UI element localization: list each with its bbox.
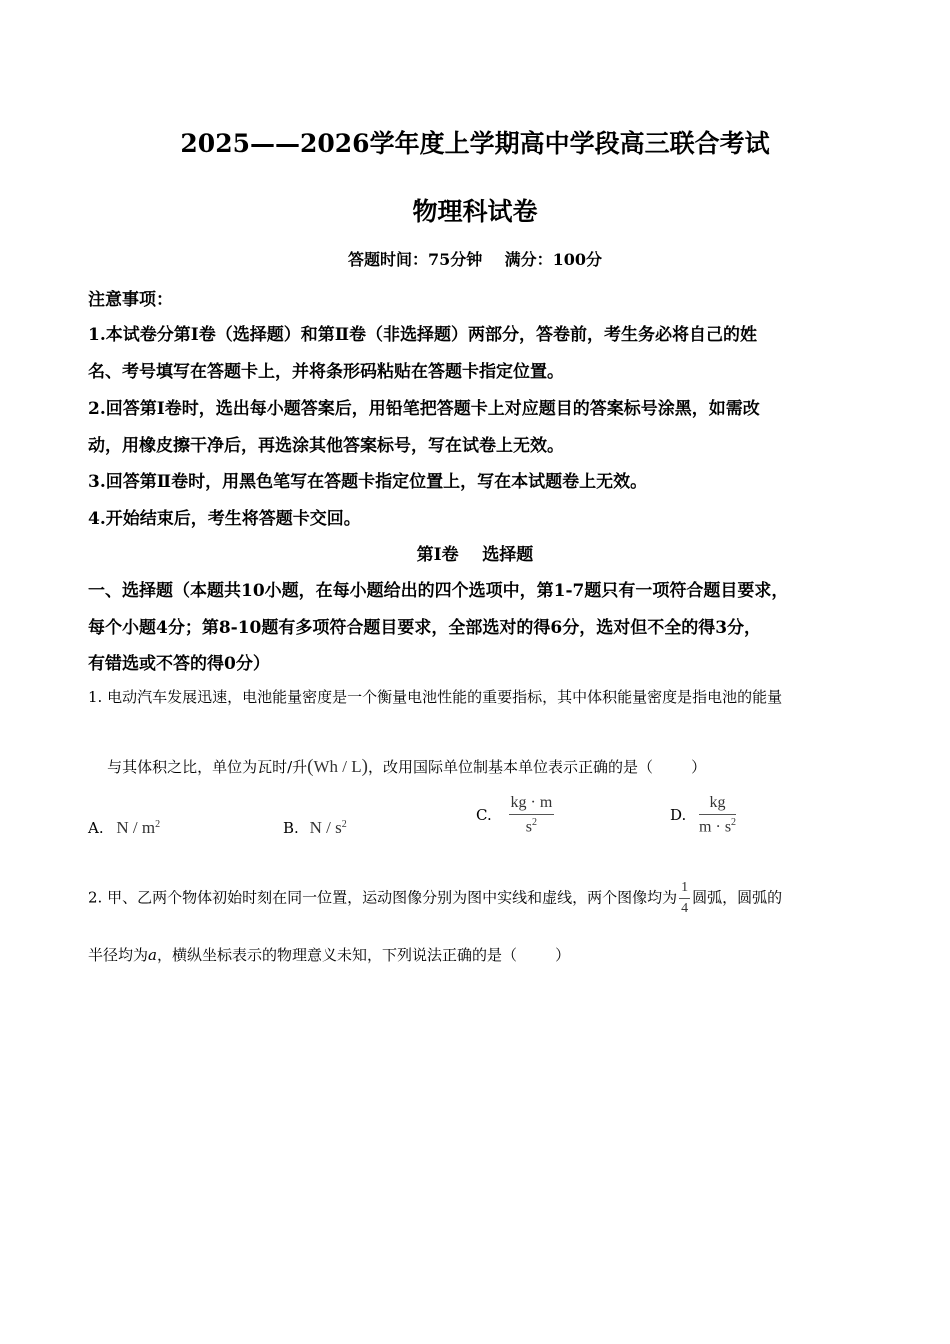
question-1-text-post: ，改用国际单位制基本单位表示正确的是（ ） xyxy=(367,758,707,776)
option-a-expr: N / m xyxy=(116,818,156,837)
option-b-expr: N / s xyxy=(309,818,342,837)
question-1-option-c xyxy=(476,794,554,836)
question-2-line-2 xyxy=(88,944,570,965)
exam-subtitle: 物理科试卷 xyxy=(412,197,538,226)
question-2-fraction-den: 4 xyxy=(681,901,689,916)
section-heading: 第Ⅰ卷 选择题 xyxy=(416,545,534,565)
section-intro-line-2: 每个小题4分；第8-10题有多项符合题目要求，全部选对的得6分，选对但不全的得3分， xyxy=(88,618,762,638)
option-c-numerator: kg · m xyxy=(509,794,555,815)
option-d-denominator xyxy=(699,815,736,836)
section-intro-line-3: 有错选或不答的得0分） xyxy=(88,654,270,674)
question-1-unit-expr: Wh / L xyxy=(313,757,362,776)
option-d-den-base: m · s xyxy=(699,818,732,836)
notice-item-4: 4.开始结束后，考生将答题卡交回。 xyxy=(88,509,361,529)
question-2-fraction xyxy=(679,880,690,917)
notice-heading: 注意事项： xyxy=(88,290,173,310)
question-2-variable-a: a xyxy=(148,946,157,964)
notice-item-3: 3.回答第Ⅱ卷时，用黑色笔写在答题卡指定位置上，写在本试题卷上无效。 xyxy=(88,472,648,492)
question-1-option-d xyxy=(670,794,736,836)
question-2-line-2-pre: 半径均为 xyxy=(88,946,149,964)
option-b-exponent: 2 xyxy=(341,819,347,830)
question-2-text-post: 圆弧，圆弧的 xyxy=(692,888,783,907)
question-1-option-b xyxy=(283,818,347,838)
question-1-text-pre: 与其体积之比，单位为瓦时/升 xyxy=(107,758,308,776)
notice-item-1-line-2: 名、考号填写在答题卡上，并将条形码粘贴在答题卡指定位置。 xyxy=(88,362,564,382)
exam-title: 2025——2026学年度上学期高中学段高三联合考试 xyxy=(180,129,770,158)
question-2-line-1 xyxy=(88,880,782,917)
option-c-denominator xyxy=(509,815,555,836)
option-c-label: C. xyxy=(476,806,492,825)
open-paren: ( xyxy=(307,756,314,777)
option-d-label: D. xyxy=(670,806,687,825)
option-c-fraction xyxy=(509,794,555,836)
option-d-den-exponent: 2 xyxy=(731,817,737,828)
notice-item-2-line-2: 动，用橡皮擦干净后，再选涂其他答案标号，写在试卷上无效。 xyxy=(88,436,564,456)
question-1-option-a xyxy=(88,818,160,838)
question-2-fraction-num: 1 xyxy=(679,880,690,899)
question-2-line-2-post: ，横纵坐标表示的物理意义未知，下列说法正确的是（ ） xyxy=(156,946,571,964)
close-paren: ) xyxy=(361,756,368,777)
option-a-exponent: 2 xyxy=(155,819,161,830)
question-2-text-pre: 2. 甲、乙两个物体初始时刻在同一位置，运动图像分别为图中实线和虚线，两个图像均为 xyxy=(88,888,678,907)
notice-item-1-line-1: 1.本试卷分第Ⅰ卷（选择题）和第Ⅱ卷（非选择题）两部分，答卷前，考生务必将自己的姓 xyxy=(88,325,758,345)
notice-item-2-line-1: 2.回答第Ⅰ卷时，选出每小题答案后，用铅笔把答题卡上对应题目的答案标号涂黑，如需改 xyxy=(88,399,760,419)
option-c-den-exponent: 2 xyxy=(532,817,537,828)
exam-meta: 答题时间：75分钟 满分：100分 xyxy=(348,250,602,269)
question-1-line-1: 1. 电动汽车发展迅速，电池能量密度是一个衡量电池性能的重要指标，其中体积能量密度是指电池的能量 xyxy=(88,688,783,706)
option-d-numerator: kg xyxy=(699,794,736,815)
question-1-line-2 xyxy=(88,738,706,796)
option-c-den-base: s xyxy=(525,818,532,836)
option-b-label: B. xyxy=(283,819,299,837)
option-d-fraction xyxy=(699,794,736,836)
section-intro-line-1: 一、选择题（本题共10小题，在每小题给出的四个选项中，第1-7题只有一项符合题目要求， xyxy=(88,581,789,601)
option-a-label: A. xyxy=(88,819,104,837)
